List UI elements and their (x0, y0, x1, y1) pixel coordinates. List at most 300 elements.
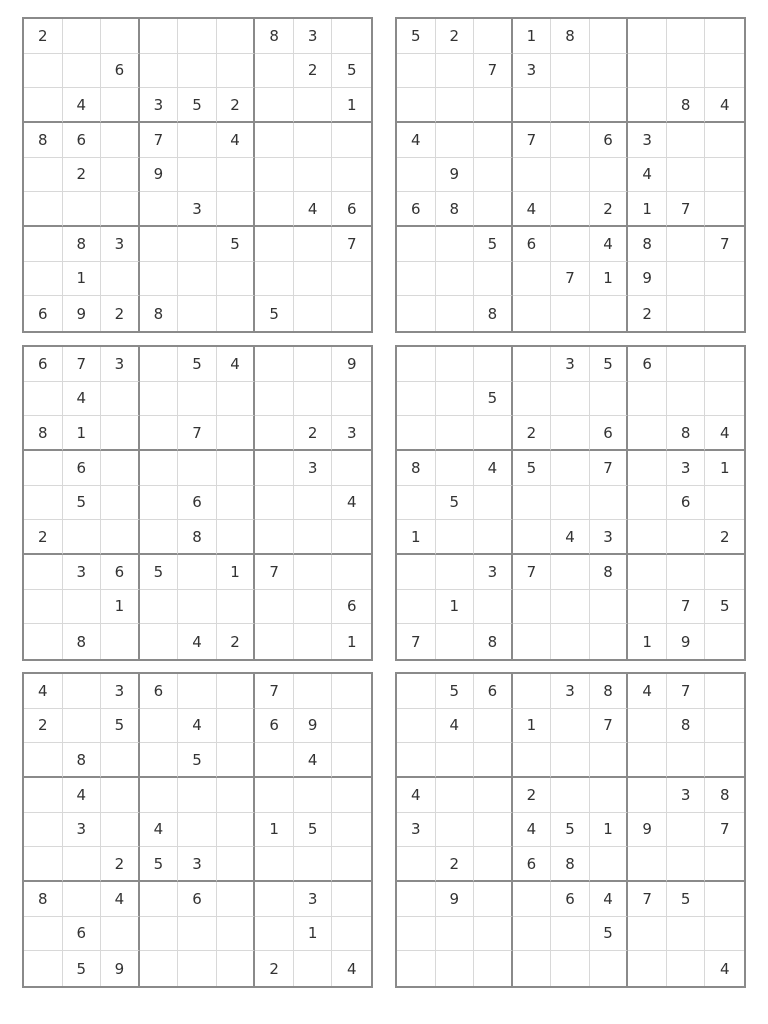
sudoku-cell[interactable] (217, 192, 256, 227)
sudoku-cell[interactable]: 7 (667, 674, 706, 709)
sudoku-cell[interactable] (101, 262, 140, 297)
sudoku-cell[interactable]: 9 (436, 158, 475, 193)
sudoku-cell[interactable]: 7 (474, 54, 513, 89)
sudoku-cell[interactable] (255, 227, 294, 262)
sudoku-cell[interactable] (397, 227, 436, 262)
sudoku-cell[interactable] (217, 486, 256, 521)
sudoku-cell[interactable] (294, 382, 333, 417)
sudoku-cell[interactable] (513, 674, 552, 709)
sudoku-cell[interactable]: 5 (255, 296, 294, 331)
sudoku-cell[interactable] (217, 674, 256, 709)
sudoku-cell[interactable] (217, 296, 256, 331)
sudoku-cell[interactable] (705, 158, 744, 193)
sudoku-cell[interactable]: 4 (294, 192, 333, 227)
sudoku-cell[interactable]: 6 (140, 674, 179, 709)
sudoku-cell[interactable]: 2 (24, 520, 63, 555)
sudoku-cell[interactable]: 8 (474, 624, 513, 659)
sudoku-cell[interactable] (217, 709, 256, 744)
sudoku-cell[interactable]: 4 (294, 743, 333, 778)
sudoku-cell[interactable]: 8 (551, 19, 590, 54)
sudoku-cell[interactable] (705, 486, 744, 521)
sudoku-cell[interactable] (140, 19, 179, 54)
sudoku-cell[interactable]: 5 (474, 382, 513, 417)
sudoku-cell[interactable]: 3 (551, 674, 590, 709)
sudoku-cell[interactable] (705, 555, 744, 590)
sudoku-cell[interactable]: 3 (667, 778, 706, 813)
sudoku-cell[interactable]: 6 (101, 54, 140, 89)
sudoku-cell[interactable]: 2 (294, 416, 333, 451)
sudoku-cell[interactable]: 5 (474, 227, 513, 262)
sudoku-cell[interactable] (474, 416, 513, 451)
sudoku-cell[interactable]: 1 (332, 88, 371, 123)
sudoku-cell[interactable] (397, 917, 436, 952)
sudoku-cell[interactable]: 5 (63, 486, 102, 521)
sudoku-cell[interactable] (513, 262, 552, 297)
sudoku-cell[interactable] (705, 882, 744, 917)
sudoku-cell[interactable] (436, 624, 475, 659)
sudoku-cell[interactable] (667, 951, 706, 986)
sudoku-cell[interactable]: 2 (436, 19, 475, 54)
sudoku-cell[interactable] (474, 262, 513, 297)
sudoku-cell[interactable]: 1 (590, 262, 629, 297)
sudoku-cell[interactable]: 1 (436, 590, 475, 625)
sudoku-cell[interactable] (294, 674, 333, 709)
sudoku-cell[interactable] (140, 486, 179, 521)
sudoku-cell[interactable]: 1 (63, 416, 102, 451)
sudoku-cell[interactable] (255, 382, 294, 417)
sudoku-cell[interactable]: 4 (513, 813, 552, 848)
sudoku-cell[interactable] (628, 486, 667, 521)
sudoku-cell[interactable] (63, 192, 102, 227)
sudoku-cell[interactable]: 4 (474, 451, 513, 486)
sudoku-cell[interactable] (551, 227, 590, 262)
sudoku-cell[interactable]: 9 (628, 813, 667, 848)
sudoku-cell[interactable]: 6 (551, 882, 590, 917)
sudoku-cell[interactable] (178, 54, 217, 89)
sudoku-cell[interactable] (667, 555, 706, 590)
sudoku-cell[interactable]: 7 (705, 227, 744, 262)
sudoku-cell[interactable]: 3 (513, 54, 552, 89)
sudoku-cell[interactable] (628, 709, 667, 744)
sudoku-cell[interactable]: 5 (178, 347, 217, 382)
sudoku-cell[interactable] (24, 847, 63, 882)
sudoku-cell[interactable]: 4 (628, 158, 667, 193)
sudoku-cell[interactable]: 3 (63, 813, 102, 848)
sudoku-cell[interactable] (255, 192, 294, 227)
sudoku-cell[interactable] (63, 19, 102, 54)
sudoku-cell[interactable]: 9 (667, 624, 706, 659)
sudoku-cell[interactable] (255, 778, 294, 813)
sudoku-cell[interactable] (140, 917, 179, 952)
sudoku-cell[interactable]: 4 (332, 486, 371, 521)
sudoku-cell[interactable]: 1 (628, 192, 667, 227)
sudoku-cell[interactable]: 5 (436, 674, 475, 709)
sudoku-cell[interactable] (332, 451, 371, 486)
sudoku-cell[interactable] (101, 19, 140, 54)
sudoku-cell[interactable] (590, 486, 629, 521)
sudoku-cell[interactable]: 5 (705, 590, 744, 625)
sudoku-cell[interactable] (397, 743, 436, 778)
sudoku-cell[interactable] (667, 813, 706, 848)
sudoku-cell[interactable]: 4 (217, 123, 256, 158)
sudoku-cell[interactable] (217, 743, 256, 778)
sudoku-cell[interactable] (294, 847, 333, 882)
sudoku-cell[interactable] (217, 54, 256, 89)
sudoku-cell[interactable] (255, 262, 294, 297)
sudoku-cell[interactable] (294, 951, 333, 986)
sudoku-cell[interactable]: 2 (101, 296, 140, 331)
sudoku-cell[interactable]: 4 (63, 382, 102, 417)
sudoku-cell[interactable] (436, 123, 475, 158)
sudoku-cell[interactable] (590, 778, 629, 813)
sudoku-cell[interactable] (178, 555, 217, 590)
sudoku-cell[interactable] (397, 951, 436, 986)
sudoku-cell[interactable] (255, 451, 294, 486)
sudoku-cell[interactable] (217, 590, 256, 625)
sudoku-cell[interactable] (436, 813, 475, 848)
sudoku-cell[interactable] (667, 520, 706, 555)
sudoku-cell[interactable] (101, 813, 140, 848)
sudoku-cell[interactable] (705, 917, 744, 952)
sudoku-cell[interactable] (474, 520, 513, 555)
sudoku-cell[interactable] (436, 296, 475, 331)
sudoku-cell[interactable] (255, 624, 294, 659)
sudoku-cell[interactable] (24, 451, 63, 486)
sudoku-cell[interactable] (474, 19, 513, 54)
sudoku-cell[interactable] (551, 917, 590, 952)
sudoku-cell[interactable] (332, 813, 371, 848)
sudoku-cell[interactable]: 3 (474, 555, 513, 590)
sudoku-cell[interactable]: 2 (217, 624, 256, 659)
sudoku-cell[interactable] (590, 382, 629, 417)
sudoku-cell[interactable] (628, 54, 667, 89)
sudoku-cell[interactable] (513, 882, 552, 917)
sudoku-cell[interactable] (178, 813, 217, 848)
sudoku-cell[interactable]: 9 (294, 709, 333, 744)
sudoku-cell[interactable]: 4 (705, 416, 744, 451)
sudoku-cell[interactable]: 3 (101, 347, 140, 382)
sudoku-cell[interactable]: 7 (397, 624, 436, 659)
sudoku-cell[interactable] (590, 847, 629, 882)
sudoku-cell[interactable] (140, 590, 179, 625)
sudoku-cell[interactable] (590, 951, 629, 986)
sudoku-cell[interactable]: 2 (513, 778, 552, 813)
sudoku-cell[interactable]: 9 (628, 262, 667, 297)
sudoku-cell[interactable] (436, 917, 475, 952)
sudoku-cell[interactable] (628, 520, 667, 555)
sudoku-cell[interactable] (705, 54, 744, 89)
sudoku-cell[interactable]: 2 (101, 847, 140, 882)
sudoku-cell[interactable] (24, 54, 63, 89)
sudoku-cell[interactable] (705, 347, 744, 382)
sudoku-cell[interactable] (551, 192, 590, 227)
sudoku-cell[interactable]: 4 (397, 778, 436, 813)
sudoku-cell[interactable] (474, 951, 513, 986)
sudoku-cell[interactable]: 3 (667, 451, 706, 486)
sudoku-cell[interactable] (551, 123, 590, 158)
sudoku-cell[interactable] (140, 778, 179, 813)
sudoku-cell[interactable] (551, 296, 590, 331)
sudoku-cell[interactable] (628, 743, 667, 778)
sudoku-cell[interactable] (294, 296, 333, 331)
sudoku-cell[interactable] (397, 486, 436, 521)
sudoku-cell[interactable]: 8 (397, 451, 436, 486)
sudoku-cell[interactable] (397, 555, 436, 590)
sudoku-cell[interactable] (397, 416, 436, 451)
sudoku-cell[interactable]: 6 (24, 296, 63, 331)
sudoku-cell[interactable] (436, 227, 475, 262)
sudoku-cell[interactable] (24, 192, 63, 227)
sudoku-cell[interactable] (436, 520, 475, 555)
sudoku-cell[interactable] (474, 158, 513, 193)
sudoku-cell[interactable]: 4 (513, 192, 552, 227)
sudoku-cell[interactable] (255, 590, 294, 625)
sudoku-cell[interactable]: 7 (628, 882, 667, 917)
sudoku-cell[interactable] (667, 917, 706, 952)
sudoku-cell[interactable]: 6 (178, 486, 217, 521)
sudoku-cell[interactable] (513, 951, 552, 986)
sudoku-cell[interactable]: 3 (551, 347, 590, 382)
sudoku-cell[interactable]: 1 (628, 624, 667, 659)
sudoku-cell[interactable] (590, 624, 629, 659)
sudoku-cell[interactable] (332, 520, 371, 555)
sudoku-cell[interactable] (255, 520, 294, 555)
sudoku-cell[interactable] (705, 709, 744, 744)
sudoku-cell[interactable] (255, 347, 294, 382)
sudoku-cell[interactable]: 4 (590, 882, 629, 917)
sudoku-cell[interactable] (178, 123, 217, 158)
sudoku-cell[interactable]: 3 (178, 847, 217, 882)
sudoku-cell[interactable] (140, 451, 179, 486)
sudoku-cell[interactable]: 8 (628, 227, 667, 262)
sudoku-cell[interactable] (101, 192, 140, 227)
sudoku-cell[interactable]: 7 (332, 227, 371, 262)
sudoku-cell[interactable] (332, 709, 371, 744)
sudoku-cell[interactable] (255, 54, 294, 89)
sudoku-cell[interactable]: 3 (294, 451, 333, 486)
sudoku-cell[interactable]: 1 (513, 19, 552, 54)
sudoku-cell[interactable]: 2 (63, 158, 102, 193)
sudoku-cell[interactable] (628, 590, 667, 625)
sudoku-cell[interactable] (436, 262, 475, 297)
sudoku-cell[interactable] (140, 624, 179, 659)
sudoku-cell[interactable] (551, 743, 590, 778)
sudoku-cell[interactable]: 1 (294, 917, 333, 952)
sudoku-cell[interactable] (140, 192, 179, 227)
sudoku-cell[interactable] (628, 778, 667, 813)
sudoku-cell[interactable] (332, 674, 371, 709)
sudoku-cell[interactable]: 3 (628, 123, 667, 158)
sudoku-cell[interactable]: 5 (551, 813, 590, 848)
sudoku-cell[interactable] (667, 347, 706, 382)
sudoku-cell[interactable] (628, 416, 667, 451)
sudoku-cell[interactable] (705, 192, 744, 227)
sudoku-cell[interactable] (474, 847, 513, 882)
sudoku-cell[interactable] (436, 416, 475, 451)
sudoku-cell[interactable]: 6 (667, 486, 706, 521)
sudoku-cell[interactable]: 1 (590, 813, 629, 848)
sudoku-cell[interactable] (397, 590, 436, 625)
sudoku-cell[interactable]: 3 (101, 227, 140, 262)
sudoku-cell[interactable] (590, 296, 629, 331)
sudoku-cell[interactable] (397, 382, 436, 417)
sudoku-cell[interactable]: 2 (705, 520, 744, 555)
sudoku-cell[interactable] (513, 382, 552, 417)
sudoku-cell[interactable] (551, 555, 590, 590)
sudoku-cell[interactable]: 3 (101, 674, 140, 709)
sudoku-cell[interactable]: 8 (474, 296, 513, 331)
sudoku-cell[interactable] (255, 88, 294, 123)
sudoku-cell[interactable]: 2 (24, 709, 63, 744)
sudoku-cell[interactable] (140, 382, 179, 417)
sudoku-cell[interactable]: 7 (705, 813, 744, 848)
sudoku-cell[interactable] (101, 123, 140, 158)
sudoku-cell[interactable] (101, 624, 140, 659)
sudoku-cell[interactable] (590, 19, 629, 54)
sudoku-cell[interactable]: 6 (178, 882, 217, 917)
sudoku-cell[interactable] (24, 262, 63, 297)
sudoku-cell[interactable] (590, 88, 629, 123)
sudoku-cell[interactable] (217, 158, 256, 193)
sudoku-cell[interactable] (628, 88, 667, 123)
sudoku-cell[interactable] (255, 882, 294, 917)
sudoku-cell[interactable] (513, 917, 552, 952)
sudoku-cell[interactable] (140, 262, 179, 297)
sudoku-cell[interactable] (397, 296, 436, 331)
sudoku-cell[interactable] (551, 382, 590, 417)
sudoku-cell[interactable] (294, 486, 333, 521)
sudoku-cell[interactable]: 5 (590, 917, 629, 952)
sudoku-cell[interactable] (255, 917, 294, 952)
sudoku-cell[interactable] (178, 451, 217, 486)
sudoku-cell[interactable] (101, 451, 140, 486)
sudoku-cell[interactable] (474, 917, 513, 952)
sudoku-cell[interactable]: 7 (667, 192, 706, 227)
sudoku-cell[interactable] (294, 262, 333, 297)
sudoku-cell[interactable] (551, 624, 590, 659)
sudoku-cell[interactable] (551, 590, 590, 625)
sudoku-cell[interactable]: 3 (140, 88, 179, 123)
sudoku-cell[interactable]: 4 (24, 674, 63, 709)
sudoku-cell[interactable] (24, 743, 63, 778)
sudoku-cell[interactable]: 8 (24, 882, 63, 917)
sudoku-cell[interactable]: 3 (294, 19, 333, 54)
sudoku-cell[interactable]: 8 (255, 19, 294, 54)
sudoku-cell[interactable]: 5 (178, 743, 217, 778)
sudoku-cell[interactable]: 4 (397, 123, 436, 158)
sudoku-cell[interactable]: 5 (294, 813, 333, 848)
sudoku-cell[interactable] (332, 296, 371, 331)
sudoku-cell[interactable]: 6 (63, 917, 102, 952)
sudoku-cell[interactable]: 8 (667, 88, 706, 123)
sudoku-cell[interactable] (667, 19, 706, 54)
sudoku-cell[interactable] (590, 743, 629, 778)
sudoku-cell[interactable]: 7 (551, 262, 590, 297)
sudoku-cell[interactable] (101, 520, 140, 555)
sudoku-cell[interactable] (513, 590, 552, 625)
sudoku-cell[interactable] (397, 882, 436, 917)
sudoku-cell[interactable] (24, 917, 63, 952)
sudoku-cell[interactable] (551, 416, 590, 451)
sudoku-cell[interactable] (24, 227, 63, 262)
sudoku-cell[interactable] (294, 590, 333, 625)
sudoku-cell[interactable]: 7 (590, 451, 629, 486)
sudoku-cell[interactable]: 7 (667, 590, 706, 625)
sudoku-cell[interactable]: 8 (63, 624, 102, 659)
sudoku-cell[interactable] (628, 847, 667, 882)
sudoku-cell[interactable] (474, 590, 513, 625)
sudoku-cell[interactable] (24, 813, 63, 848)
sudoku-cell[interactable]: 5 (217, 227, 256, 262)
sudoku-cell[interactable] (332, 917, 371, 952)
sudoku-cell[interactable] (332, 158, 371, 193)
sudoku-cell[interactable]: 4 (705, 88, 744, 123)
sudoku-cell[interactable]: 8 (667, 709, 706, 744)
sudoku-cell[interactable] (178, 674, 217, 709)
sudoku-cell[interactable] (436, 778, 475, 813)
sudoku-cell[interactable] (474, 882, 513, 917)
sudoku-cell[interactable] (24, 590, 63, 625)
sudoku-cell[interactable]: 4 (590, 227, 629, 262)
sudoku-cell[interactable]: 2 (255, 951, 294, 986)
sudoku-cell[interactable] (332, 778, 371, 813)
sudoku-cell[interactable] (628, 382, 667, 417)
sudoku-cell[interactable]: 9 (332, 347, 371, 382)
sudoku-cell[interactable] (178, 382, 217, 417)
sudoku-cell[interactable]: 8 (590, 674, 629, 709)
sudoku-cell[interactable]: 4 (63, 88, 102, 123)
sudoku-cell[interactable] (294, 520, 333, 555)
sudoku-cell[interactable] (294, 88, 333, 123)
sudoku-cell[interactable] (513, 486, 552, 521)
sudoku-cell[interactable] (551, 778, 590, 813)
sudoku-cell[interactable] (397, 674, 436, 709)
sudoku-cell[interactable] (255, 486, 294, 521)
sudoku-cell[interactable]: 5 (63, 951, 102, 986)
sudoku-cell[interactable] (24, 555, 63, 590)
sudoku-cell[interactable]: 1 (217, 555, 256, 590)
sudoku-cell[interactable] (513, 624, 552, 659)
sudoku-cell[interactable]: 3 (63, 555, 102, 590)
sudoku-cell[interactable] (101, 486, 140, 521)
sudoku-cell[interactable] (705, 262, 744, 297)
sudoku-cell[interactable]: 6 (628, 347, 667, 382)
sudoku-cell[interactable] (705, 674, 744, 709)
sudoku-cell[interactable] (140, 520, 179, 555)
sudoku-cell[interactable]: 6 (63, 451, 102, 486)
sudoku-cell[interactable] (474, 192, 513, 227)
sudoku-cell[interactable] (255, 743, 294, 778)
sudoku-cell[interactable] (24, 382, 63, 417)
sudoku-cell[interactable] (24, 624, 63, 659)
sudoku-cell[interactable]: 1 (397, 520, 436, 555)
sudoku-cell[interactable] (178, 951, 217, 986)
sudoku-cell[interactable] (667, 227, 706, 262)
sudoku-cell[interactable] (217, 19, 256, 54)
sudoku-cell[interactable] (178, 590, 217, 625)
sudoku-cell[interactable]: 7 (590, 709, 629, 744)
sudoku-cell[interactable]: 7 (513, 123, 552, 158)
sudoku-cell[interactable]: 4 (346, 959, 357, 978)
sudoku-cell[interactable] (667, 847, 706, 882)
sudoku-cell[interactable]: 4 (178, 709, 217, 744)
sudoku-cell[interactable] (101, 416, 140, 451)
sudoku-cell[interactable] (667, 296, 706, 331)
sudoku-cell[interactable]: 5 (667, 882, 706, 917)
sudoku-cell[interactable]: 6 (255, 709, 294, 744)
sudoku-cell[interactable] (436, 951, 475, 986)
sudoku-cell[interactable]: 6 (24, 347, 63, 382)
